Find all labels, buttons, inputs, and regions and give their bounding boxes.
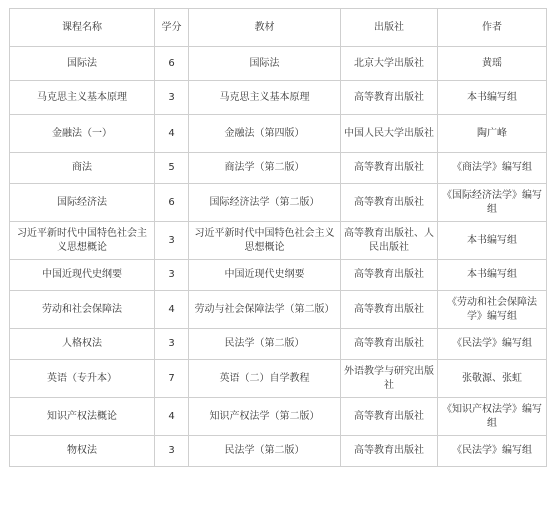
course-cell: 人格权法 — [10, 329, 155, 360]
course-cell: 知识产权法概论 — [10, 398, 155, 436]
credits-cell: 3 — [155, 436, 189, 467]
author-cell: 陶广峰 — [438, 115, 547, 153]
table-row — [10, 398, 547, 436]
course-table — [9, 8, 547, 467]
author-cell: 《民法学》编写组 — [438, 436, 547, 467]
author-cell: 《商法学》编写组 — [438, 153, 547, 184]
header-row — [10, 9, 547, 47]
table-row — [10, 436, 547, 467]
table-row — [10, 81, 547, 115]
author-cell: 《知识产权法学》编写组 — [438, 398, 547, 436]
credits-cell: 4 — [155, 398, 189, 436]
credits-cell: 5 — [155, 153, 189, 184]
author-cell: 张敬源、张虹 — [438, 360, 547, 398]
publisher-cell: 高等教育出版社 — [341, 291, 438, 329]
course-cell: 商法 — [10, 153, 155, 184]
course-cell: 劳动和社会保障法 — [10, 291, 155, 329]
textbook-cell: 民法学（第二版） — [189, 329, 341, 360]
textbook-cell: 国际经济法学（第二版） — [189, 184, 341, 222]
credits-cell: 3 — [155, 81, 189, 115]
course-cell: 物权法 — [10, 436, 155, 467]
header-course: 课程名称 — [10, 9, 155, 47]
table-row — [10, 153, 547, 184]
publisher-cell: 北京大学出版社 — [341, 47, 438, 81]
author-cell: 《劳动和社会保障法学》编写组 — [438, 291, 547, 329]
credits-cell: 6 — [155, 47, 189, 81]
publisher-cell: 高等教育出版社 — [341, 436, 438, 467]
course-cell: 习近平新时代中国特色社会主义思想概论 — [10, 222, 155, 260]
header-publisher: 出版社 — [341, 9, 438, 47]
textbook-cell: 中国近现代史纲要 — [189, 260, 341, 291]
textbook-cell: 国际法 — [189, 47, 341, 81]
header-textbook: 教材 — [189, 9, 341, 47]
table-row — [10, 222, 547, 260]
course-cell: 金融法（一） — [10, 115, 155, 153]
table-row — [10, 260, 547, 291]
header-credits: 学分 — [155, 9, 189, 47]
credits-cell: 4 — [155, 291, 189, 329]
textbook-cell: 民法学（第二版） — [189, 436, 341, 467]
author-cell: 本书编写组 — [438, 260, 547, 291]
textbook-cell: 劳动与社会保障法学（第二版） — [189, 291, 341, 329]
publisher-cell: 外语教学与研究出版社 — [341, 360, 438, 398]
author-cell: 《国际经济法学》编写组 — [438, 184, 547, 222]
course-cell: 马克思主义基本原理 — [10, 81, 155, 115]
publisher-cell: 高等教育出版社 — [341, 398, 438, 436]
textbook-cell: 马克思主义基本原理 — [189, 81, 341, 115]
publisher-cell: 中国人民大学出版社 — [341, 115, 438, 153]
author-cell: 黄瑶 — [438, 47, 547, 81]
textbook-cell: 知识产权法学（第二版） — [189, 398, 341, 436]
publisher-cell: 高等教育出版社 — [341, 81, 438, 115]
publisher-cell: 高等教育出版社 — [341, 153, 438, 184]
header-author: 作者 — [438, 9, 547, 47]
credits-cell: 7 — [155, 360, 189, 398]
textbook-cell: 金融法（第四版） — [189, 115, 341, 153]
course-cell: 国际法 — [10, 47, 155, 81]
table-row — [10, 47, 547, 81]
table-row — [10, 291, 547, 329]
publisher-cell: 高等教育出版社 — [341, 260, 438, 291]
table-row — [10, 184, 547, 222]
credits-cell: 6 — [155, 184, 189, 222]
table-row — [10, 115, 547, 153]
author-cell: 本书编写组 — [438, 81, 547, 115]
textbook-cell: 习近平新时代中国特色社会主义思想概论 — [189, 222, 341, 260]
author-cell: 《民法学》编写组 — [438, 329, 547, 360]
credits-cell: 3 — [155, 260, 189, 291]
credits-cell: 3 — [155, 329, 189, 360]
course-cell: 英语（专升本） — [10, 360, 155, 398]
author-cell: 本书编写组 — [438, 222, 547, 260]
course-cell: 中国近现代史纲要 — [10, 260, 155, 291]
textbook-cell: 商法学（第二版） — [189, 153, 341, 184]
table-row — [10, 360, 547, 398]
publisher-cell: 高等教育出版社、人民出版社 — [341, 222, 438, 260]
textbook-cell: 英语（二）自学教程 — [189, 360, 341, 398]
table-row — [10, 329, 547, 360]
credits-cell: 4 — [155, 115, 189, 153]
credits-cell: 3 — [155, 222, 189, 260]
publisher-cell: 高等教育出版社 — [341, 329, 438, 360]
publisher-cell: 高等教育出版社 — [341, 184, 438, 222]
course-cell: 国际经济法 — [10, 184, 155, 222]
